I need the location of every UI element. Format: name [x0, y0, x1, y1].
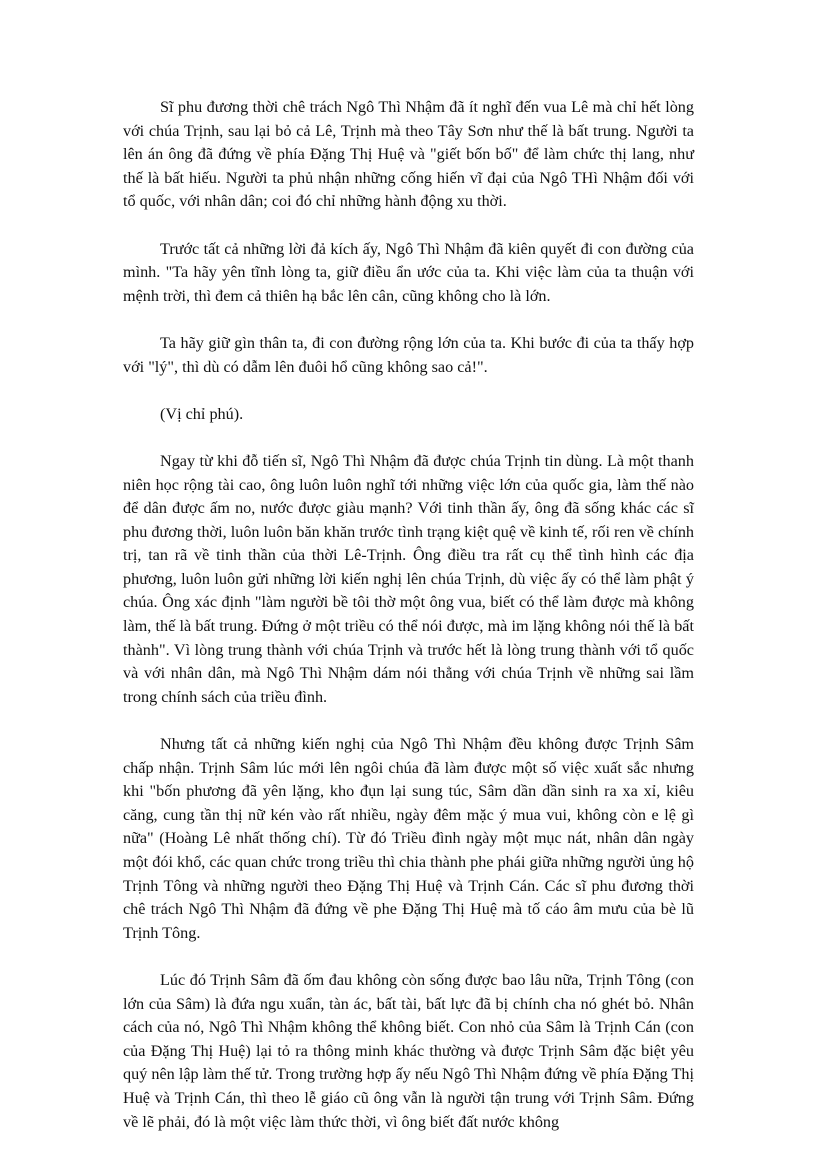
paragraph-7: Lúc đó Trịnh Sâm đã ốm đau không còn sống được bao lâu nữa, Trịnh Tông (con lớn của Sâm) là đứa ngu xuẩn, tàn ác, bất tài, bất lực đã bị chính cha nó ghét bỏ. Nhân cách của nó, Ngô Thì Nhậm không thể không biết. Con nhỏ của Sâm là Trịnh Cán (con của Đặng Thị Huệ) lại tỏ ra thông minh khác thường và được Trịnh Sâm đặc biệt yêu quý nên lập làm thế tử. Trong trường hợp ấy nếu Ngô Thì Nhậm đứng về phía Đặng Thị Huệ và Trịnh Cán, thì theo lễ giáo cũ ông vẫn là người tận trung với Trịnh Sâm. Đứng về lẽ phải, đó là một việc làm thức thời, vì ông biết đất nước không [123, 970, 694, 1131]
document-body [123, 96, 694, 1158]
paragraph-6: Nhưng tất cả những kiến nghị của Ngô Thì Nhậm đều không được Trịnh Sâm chấp nhận. Trịnh Sâm lúc mới lên ngôi chúa đã làm được một số việc xuất sắc nhưng khi "bốn phương đã yên lặng, kho đụn lại sung túc, Sâm dần dần sinh ra xa xỉ, kiêu căng, cung tần thị nữ kén vào rất nhiều, ngày đêm mặc ý mua vui, không còn e lệ gì nữa" (Hoàng Lê nhất thống chí). Từ đó Triều đình ngày một mục nát, nhân dân ngày một đói khổ, các quan chức trong triều thì chia thành phe phái giữa những người ủng hộ Trịnh Tông và những người theo Đặng Thị Huệ và Trịnh Cán. Các sĩ phu đương thời chê trách Ngô Thì Nhậm đã đứng về phe Đặng Thị Huệ mà tố cáo âm mưu của bè lũ Trịnh Tông. [123, 735, 694, 942]
paragraph-1: Sĩ phu đương thời chê trách Ngô Thì Nhậm đã ít nghĩ đến vua Lê mà chỉ hết lòng với chúa Trịnh, sau lại bỏ cả Lê, Trịnh mà theo Tây Sơn như thế là bất trung. Người ta lên án ông đã đứng về phía Đặng Thị Huệ và "giết bốn bố" để làm chức thị lang, như thế là bất hiếu. Người ta phủ nhận những cống hiến vĩ đại của Ngô THì Nhậm đối với tổ quốc, với nhân dân; coi đó chỉ những hành động xu thời. [123, 98, 694, 211]
source-citation: (Vị chỉ phú). [160, 404, 244, 423]
paragraph-2: Trước tất cả những lời đả kích ấy, Ngô Thì Nhậm đã kiên quyết đi con đường của mình. "Ta hãy yên tĩnh lòng ta, giữ điều ẩn ước của ta. Khi việc làm của ta thuận với mệnh trời, thì đem cả thiên hạ bắc lên cân, cũng không cho là lớn. [123, 239, 694, 305]
paragraph-3: Ta hãy giữ gìn thân ta, đi con đường rộng lớn của ta. Khi bước đi của ta thấy hợp với "lý", thì dù có dẫm lên đuôi hổ cũng không sao cả!". [123, 333, 694, 376]
paragraph-5: Ngay từ khi đỗ tiến sĩ, Ngô Thì Nhậm đã được chúa Trịnh tin dùng. Là một thanh niên học rộng tài cao, ông luôn luôn nghĩ tới những việc lớn của quốc gia, làm thế nào để dân được ấm no, nước được giàu mạnh? Với tinh thần ấy, ông đã sống khác các sĩ phu đương thời, luôn luôn băn khăn trước tình trạng kiệt quệ về kinh tế, rối ren về chính trị, tan rã về tinh thần của thời Lê-Trịnh. Ông điều tra rất cụ thể tình hình các địa phương, luôn luôn gửi những lời kiến nghị lên chúa Trịnh, dù việc ấy có thể làm phật ý chúa. Ông xác định "làm người bề tôi thờ một ông vua, biết có thể làm được mà không làm, thế là bất trung. Đứng ở một triều có thể nói được, mà im lặng không nói thế là bất thành". Vì lòng trung thành với chúa Trịnh và trước hết là lòng trung thành với tổ quốc và với nhân dân, mà Ngô Thì Nhậm dám nói thẳng với chúa Trịnh về những sai lầm trong chính sách của triều đình. [123, 451, 695, 706]
